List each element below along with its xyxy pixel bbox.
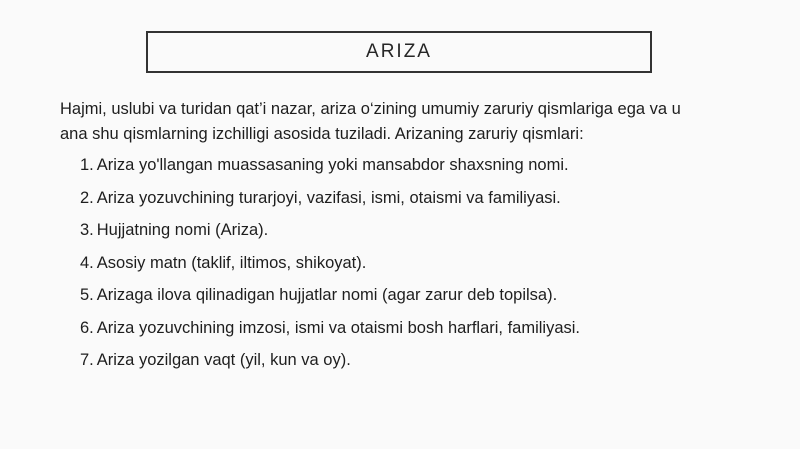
- list-item: [80, 182, 580, 215]
- list-item-text: Asosiy matn (taklif, iltimos, shikoyat).: [96, 253, 367, 272]
- intro-line-1: Hajmi, uslubi va turidan qat’i nazar, ariza o‘zining umumiy zaruriy qismlariga ega va u: [60, 100, 681, 118]
- list-item-text: Ariza yozuvchining imzosi, ismi va otaismi bosh harflari, familiyasi.: [96, 318, 581, 337]
- list-item-number: 2.: [80, 188, 94, 207]
- list-item: [80, 214, 580, 247]
- list-item-number: 3.: [80, 221, 94, 239]
- list-item-number: 7.: [80, 351, 94, 369]
- list-item-number: 1.: [80, 156, 94, 174]
- intro-line-2: ana shu qismlarning izchilligi asosida tuziladi. Arizaning zaruriy qismlari:: [60, 125, 584, 143]
- list-item-number: 4.: [80, 253, 94, 272]
- list-item: [80, 312, 580, 345]
- list-item-text: Ariza yozilgan vaqt (yil, kun va oy).: [96, 351, 351, 369]
- list-item-text: Hujjatning nomi (Ariza).: [96, 221, 269, 239]
- list-item: [80, 279, 580, 312]
- list-item: [80, 344, 580, 377]
- list-item: [80, 247, 580, 280]
- title-box: [146, 31, 652, 73]
- list-item: [80, 149, 580, 182]
- list-item-number: 6.: [80, 318, 94, 337]
- slide-title: ARIZA: [366, 41, 432, 62]
- intro-paragraph: [60, 97, 750, 147]
- list-item-text: Arizaga ilova qilinadigan hujjatlar nomi (agar zarur deb topilsa).: [96, 286, 558, 304]
- list-item-text: Ariza yozuvchining turarjoyi, vazifasi, ismi, otaismi va familiyasi.: [96, 188, 561, 207]
- list-item-text: Ariza yo'llangan muassasaning yoki mansabdor shaxsning nomi.: [96, 156, 569, 174]
- requirements-list: [80, 149, 580, 377]
- list-item-number: 5.: [80, 286, 94, 304]
